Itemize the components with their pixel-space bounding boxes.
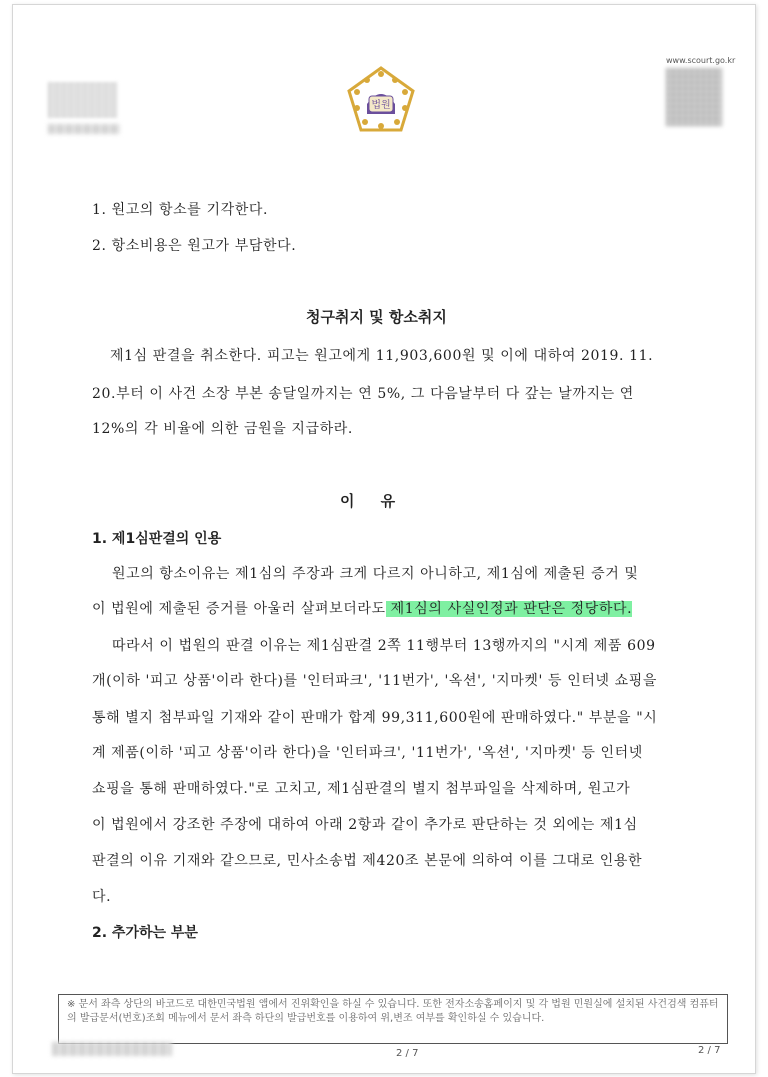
page-number-right: 2 / 7 <box>698 1045 721 1056</box>
para2-line-1: 따라서 이 법원의 판결 이유는 제1심판결 2쪽 11행부터 13행까지의 "시계 제품 609 <box>112 638 656 654</box>
para2-line-8: 다. <box>92 889 112 905</box>
para2-line-5: 쇼핑을 통해 판매하였다."로 고치고, 제1심판결의 별지 첨부파일을 삭제하며, 원고가 <box>92 781 631 797</box>
claim-line-2: 20.부터 이 사건 소장 부본 송달일까지는 연 5%, 그 다음날부터 다 갚는 날까지는 연 <box>92 386 634 402</box>
para2-line-2: 개(이하 '피고 상품'이라 한다)를 '인터파크', '11번가', '옥션', '지마켓' 등 인터넷 쇼핑을 <box>92 673 657 689</box>
reasons-title: 이 유 <box>340 492 396 510</box>
order-item-1: 1. 원고의 항소를 기각한다. <box>92 202 268 218</box>
order-item-2: 2. 항소비용은 원고가 부담한다. <box>92 238 297 254</box>
section-1-title: 1. 제1심판결의 인용 <box>92 531 222 547</box>
qr-code <box>666 68 722 126</box>
section-2-title: 2. 추가하는 부분 <box>92 925 198 941</box>
highlighted-conclusion: 제1심의 사실인정과 판단은 정당하다. <box>385 601 633 617</box>
site-url: www.scourt.go.kr <box>666 56 736 65</box>
issue-number-footer-blur <box>52 1042 172 1056</box>
para2-line-7: 판결의 이유 기재와 같으므로, 민사소송법 제420조 본문에 의하여 이를 그대로 인용한 <box>92 853 643 869</box>
para2-line-6: 이 법원에서 강조한 주장에 대하여 아래 2항과 같이 추가로 판단하는 것 외에는 제1심 <box>92 817 638 833</box>
claim-title: 청구취지 및 항소취지 <box>306 308 447 326</box>
authenticity-notice: ※ 문서 좌측 상단의 바코드로 대한민국법원 앱에서 진위확인을 하실 수 있습니다. 또한 전자소송홈페이지 및 각 법원 민원실에 설치된 사건검색 컴퓨터의 발급문서(번호)조회 메뉴에서 문서 좌측 하단의 발급번호를 이용하여 위,변조 여부를 확인하실 수 있습니다. <box>58 994 728 1044</box>
court-emblem-icon <box>345 64 417 136</box>
para1-line-1: 원고의 항소이유는 제1심의 주장과 크게 다르지 아니하고, 제1심에 제출된 증거 및 <box>112 566 639 582</box>
para2-line-4: 계 제품(이하 '피고 상품'이라 한다)을 '인터파크', '11번가', '옥션', '지마켓' 등 인터넷 <box>92 745 643 761</box>
svg-text:법원: 법원 <box>371 100 391 111</box>
issue-number-blur <box>48 124 120 134</box>
barcode-top-left <box>48 82 118 118</box>
claim-line-3: 12%의 각 비율에 의한 금원을 지급하라. <box>92 421 353 437</box>
claim-line-1: 제1심 판결을 취소한다. 피고는 원고에게 11,903,600원 및 이에 대하여 2019. 11. <box>110 348 654 364</box>
para1-line-2-text: 이 법원에 제출된 증거를 아울러 살펴보더라도 <box>92 601 386 617</box>
para1-line-2 <box>92 598 632 618</box>
para2-line-3: 통해 별지 첨부파일 기재와 같이 판매가 합계 99,311,600원에 판매하였다." 부분을 "시 <box>92 710 658 726</box>
page-number-center: 2 / 7 <box>396 1048 419 1059</box>
